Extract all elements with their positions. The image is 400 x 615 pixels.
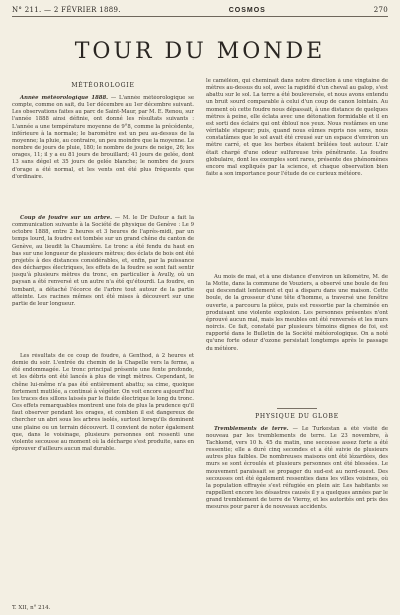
section-heading-geophysics: PHYSIQUE DU GLOBE [255,412,339,420]
volume-footer: T. XII, n° 214. [12,605,51,611]
article-paragraph [206,426,388,538]
paragraph-text [206,426,388,512]
article-paragraph [206,78,388,272]
paragraph-body: — Le Turkestan a été visité de nouveau par les tremblements de terre. Le 23 novembre, à Tachkend, vers 10 h. 45 du matin, une secousse assez forte a été ressentie; elle a duré cinq secondes et a été suivie de plusieurs autres plus faibles. De nombreuses maisons ont été lézardées, des murs se sont écroulés et plusieurs personnes ont été blessées. Le mouvement paraissait se propager du sud-est au nord-ouest. Des secousses ont été également ressenties dans les villes voisines, où la population effrayée s'est réfugiée en plein air. Les habitants se rappellent encore les désastres causés il y a quelques années par le grand tremblement de terre de Vierny, et les autorités ont pris des mesures pour parer à de nouveaux accidents. [206,425,388,511]
paragraph-text [12,353,194,453]
article-paragraph [206,274,388,404]
paragraph-lead: Année météorologique 1888. [20,95,108,101]
paragraph-text [12,95,194,181]
paragraph-lead: Tremblements de terre. [214,425,289,432]
text-columns [12,78,388,540]
paragraph-text [12,215,194,308]
publication-name: COSMOS [228,7,266,14]
paragraph-body: Au mois de mai, et à une distance d'environ un kilomètre, M. de la Motte, dans la commune de Vouziers, a observé une boule de feu qui descendait lentement et qui a disparu dans une maison. Cette boule, de la grosseur d'une tête d'homme, a traversé une fenêtre ouverte, a parcouru la pièce, puis est ressortie par la cheminée en produisant une violente explosion. Les personnes présentes n'ont éprouvé aucun mal, mais les meubles ont été renversés et les murs noircis. Ce fait, constaté par plusieurs témoins dignes de foi, est rapporté dans le Bulletin de la Société météorologique. On a noté qu'une forte odeur d'ozone persistait longtemps après le passage du météore. [206,274,388,352]
section-divider [277,408,317,409]
paragraph-lead: Coup de foudre sur un arbre. [20,215,112,221]
article-paragraph [12,215,194,351]
section-heading-meteorology: MÉTÉOROLOGIE [71,82,135,89]
paragraph-body: Les résultats de ce coup de foudre, à Genthod, à 2 heures et demie du soir. L'entrée du chemin de la Chapelle vers la ferme, a été endommagée. Le tronc principal présente une fente profonde, et les débris ont été lancés à plus de vingt mètres. Cependant, le chêne lui-même n'a pas été entièrement abattu; sa cime, quoique fortement mutilée, a continué à végéter. On voit encore aujourd'hui les traces des sillons laissés par le fluide électrique le long du tronc. Ces effets remarquables montrent une fois de plus la prudence qu'il faut observer pendant les orages, et combien il est dangereux de chercher un abri sous les arbres isolés, surtout lorsqu'ils dominent une plaine ou un terrain découvert. Il convient de noter également que, dans le voisinage, plusieurs personnes ont ressenti une violente secousse au moment où la décharge s'est produite, sans en éprouver d'ailleurs aucun mal durable. [12,353,194,453]
page-title: TOUR DU MONDE [74,39,326,64]
paragraph-text [206,78,388,178]
page-number: 270 [373,6,388,14]
paragraph-body: le caméléon, qui cheminait dans notre direction à une vingtaine de mètres au-dessus du sol, avec la rapidité d'un cheval au galop, s'est abattu sur le sol. La terre a été bouleversée, et nous avons entendu un bruit sourd comparable à celui d'un coup de canon lointain. Au moment où cette foudre nous dépassait, à une distance de quelques mètres à peine, elle éclata avec une détonation formidable et il en est sorti des éclairs qui ont éblouï nos yeux. Nous restâmes en une véritable stupeur; puis, quand nous eûmes repris nos sens, nous constatâmes que le sol avait été creusé sur un espace d'environ un mètre carré, et que les herbes étaient brûlées tout autour. L'air était chargé d'une odeur sulfureuse très pénétrante. La foudre globulaire, dont les exemples sont rares, présente des phénomènes encore mal expliqués par la science, et chaque observation bien faite a son importance pour l'étude de ce curieux météore. [206,78,388,178]
paragraph-text [206,274,388,353]
right-column [206,78,388,540]
article-paragraph [12,353,194,531]
issue-date: N° 211. — 2 FÉVRIER 1889. [12,6,121,14]
running-header [12,6,388,17]
paragraph-body: — L'année météorologique se compte, comme on sait, du 1er décembre au 1er décembre suivant. Les observations faites au parc de Saint-Maur, par M. E. Renou, sur l'année 1888 ainsi définie, ont donné les résultats suivants : L'année a une température moyenne de 9°8, comme la précédente, inférieure à la normale; le baromètre est un peu au-dessus de la moyenne; la pluie, au contraire, un peu moindre que la moyenne. Le nombre de jours de pluie, 180; le nombre de jours de neige, 26; les orages, 11; il y a eu 81 jours de brouillard; 41 jours de gelée, dont 13 sans dégel et 35 jours de gelée blanche; le nombre de jours d'orage a été normal, et les vents ont été plus fréquents que d'ordinaire. [12,95,194,180]
paragraph-body: — M. le Dr Dufour a fait la communication suivante à la Société de physique de Genève : Le 9 octobre 1888, entre 2 heures et 3 heures de l'après-midi, par un temps lourd, la foudre est tombée sur un grand chêne du canton de Genève, au lieudit la Chaumière. Le tronc a été fendu du haut en bas sur une longueur de plusieurs mètres; des éclats de bois ont été projetés à des distances considérables, et, enfin, par la puissance des décharges électriques, les effets de la foudre se sont fait sentir jusqu'à plusieurs mètres du tronc, en particulier à Avully, où un paysan a été renversé et un autre n'a été qu'étourdi. La foudre, en tombant, a détaché l'écorce de l'arbre tout autour de la partie atteinte. Les racines mêmes ont été mises à découvert sur une partie de leur longueur. [12,215,194,307]
article-paragraph [12,95,194,213]
left-column [12,78,194,540]
